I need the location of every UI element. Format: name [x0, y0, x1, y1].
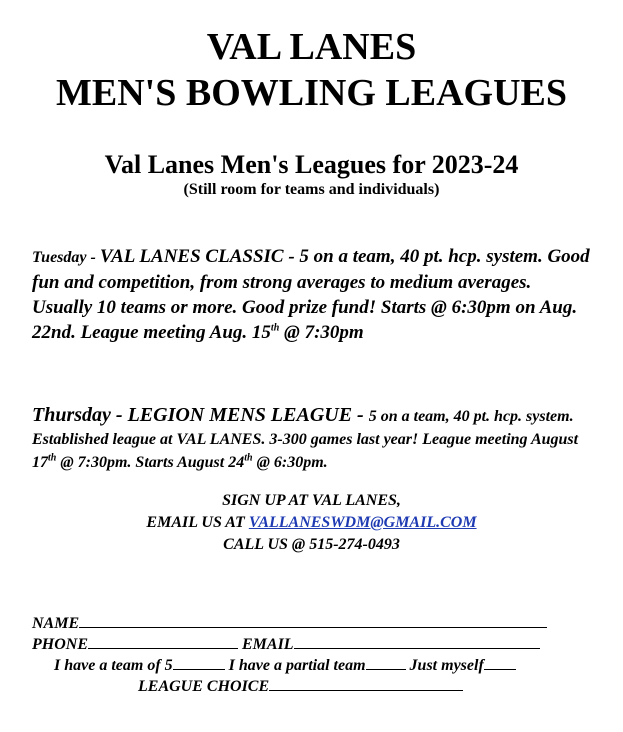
team-of-5-field[interactable]	[173, 655, 225, 670]
thursday-sup-a: th	[48, 452, 57, 464]
tuesday-text-end: @ 7:30pm	[279, 322, 364, 343]
thursday-text-mid: @ 7:30pm. Starts August 24	[56, 454, 245, 471]
tuesday-day: Tuesday -	[32, 249, 100, 266]
title-line-2: MEN'S BOWLING LEAGUES	[56, 72, 567, 114]
form-row-name	[32, 613, 592, 634]
just-myself-label: Just myself	[409, 657, 484, 674]
email-prefix: EMAIL US AT	[146, 514, 249, 531]
page-title	[0, 24, 623, 116]
team-of-5-label: I have a team of 5	[54, 657, 173, 674]
email-label: EMAIL	[242, 636, 294, 653]
contact-block	[0, 490, 623, 556]
thursday-text-end: @ 6:30pm.	[252, 454, 328, 471]
name-label: NAME	[32, 615, 80, 632]
phone-text: CALL US @ 515-274-0493	[223, 536, 400, 553]
league-choice-field[interactable]	[269, 676, 463, 691]
partial-team-field[interactable]	[366, 655, 406, 670]
thursday-sup-b: th	[244, 452, 253, 464]
email-line	[0, 512, 623, 534]
tuesday-text: VAL LANES CLASSIC - 5 on a team, 40 pt. hcp. system. Good fun and competition, from strong averages to medium averages. Usually 10 teams or more. Good prize fund! Starts @ 6:30pm on Aug. 22nd. League meeting Aug. 15	[32, 246, 590, 343]
availability-note: (Still room for teams and individuals)	[183, 181, 440, 198]
league-choice-label: LEAGUE CHOICE	[138, 678, 270, 695]
name-field[interactable]	[79, 613, 547, 628]
title-line-1: VAL LANES	[206, 26, 417, 68]
tuesday-league-paragraph	[32, 244, 592, 345]
form-row-phone-email	[32, 634, 592, 655]
form-row-league	[32, 676, 592, 697]
thursday-league-paragraph	[32, 404, 592, 474]
tuesday-sup: th	[270, 322, 280, 334]
just-myself-field[interactable]	[484, 655, 516, 670]
form-row-team	[32, 655, 592, 676]
phone-field[interactable]	[88, 634, 238, 649]
subtitle: Val Lanes Men's Leagues for 2023-24	[104, 150, 519, 179]
email-link[interactable]: VALLANESWDM@GMAIL.COM	[248, 514, 477, 531]
partial-team-label: I have a partial team	[228, 657, 366, 674]
thursday-heading: Thursday - LEGION MENS LEAGUE -	[32, 404, 369, 426]
thursday-text: 5 on a team, 40 pt. hcp. system. Established league at VAL LANES. 3-300 games last year! League meeting August 17	[32, 408, 579, 471]
phone-label: PHONE	[32, 636, 88, 653]
signup-text: SIGN UP AT VAL LANES,	[222, 492, 401, 509]
email-field[interactable]	[294, 634, 540, 649]
signup-form	[32, 613, 592, 697]
